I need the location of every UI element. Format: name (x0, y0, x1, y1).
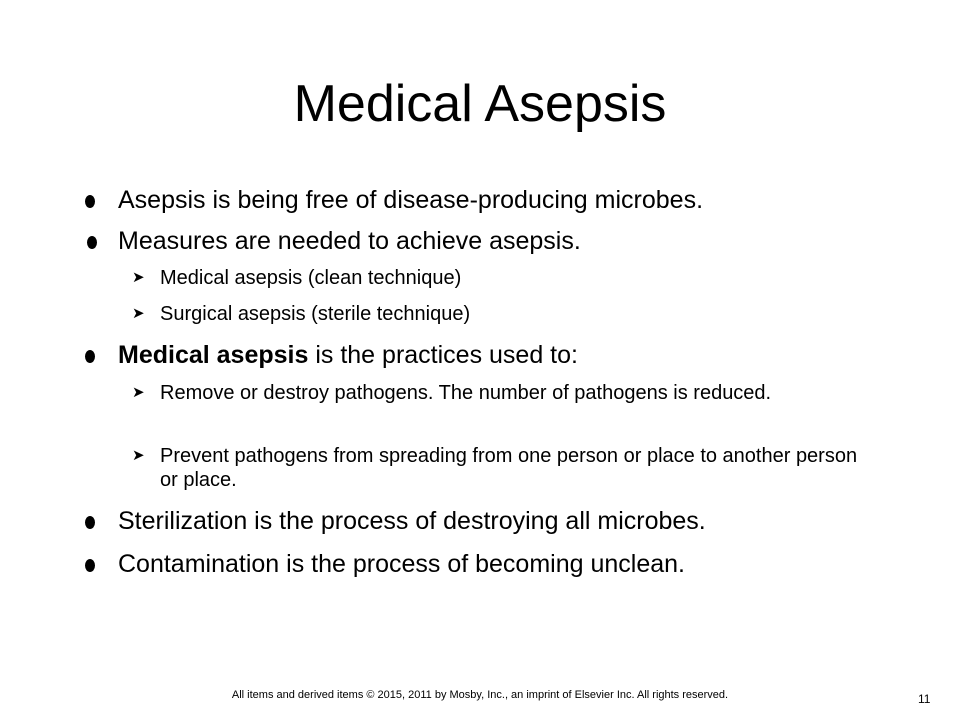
sub-bullet-item (132, 444, 880, 492)
sub-bullet-text: Remove or destroy pathogens. The number of pathogens is reduced. (160, 382, 772, 404)
bullet-bold-term: Medical asepsis (118, 341, 309, 369)
bullet-dot-icon (85, 195, 95, 208)
bullet-dot-icon (87, 236, 97, 249)
bullet-item (118, 226, 581, 256)
copyright-footer: All items and derived items © 2015, 2011 by Mosby, Inc., an imprint of Elsevier Inc. All rights reserved. (231, 689, 729, 701)
sub-bullet-text: Medical asepsis (clean technique) (160, 267, 462, 289)
arrowhead-icon: ➤ (132, 269, 145, 286)
arrowhead-icon: ➤ (132, 305, 145, 322)
bullet-item (118, 549, 685, 579)
bullet-text: Contamination is the process of becoming unclean. (118, 550, 685, 578)
sub-bullet-text: Prevent pathogens from spreading from one person or place to another person or place. (160, 445, 858, 491)
bullet-text: Asepsis is being free of disease-producing microbes. (118, 186, 704, 214)
page-number: 11 (918, 692, 931, 706)
sub-bullet-text: Surgical asepsis (sterile technique) (160, 303, 471, 325)
bullet-dot-icon (85, 516, 95, 529)
bullet-item (118, 340, 578, 370)
bullet-item (118, 185, 703, 215)
sub-bullet-item (132, 302, 471, 326)
bullet-dot-icon (85, 350, 95, 363)
bullet-item (118, 506, 706, 536)
bullet-dot-icon (85, 559, 95, 572)
bullet-text: Sterilization is the process of destroying all microbes. (118, 507, 706, 535)
arrowhead-icon: ➤ (132, 447, 145, 464)
arrowhead-icon: ➤ (132, 384, 145, 401)
sub-bullet-item (132, 266, 462, 290)
sub-bullet-item (132, 381, 880, 405)
bullet-text: Measures are needed to achieve asepsis. (118, 227, 581, 255)
bullet-text: is the practices used to: (308, 341, 578, 369)
slide-title: Medical Asepsis (293, 75, 667, 133)
